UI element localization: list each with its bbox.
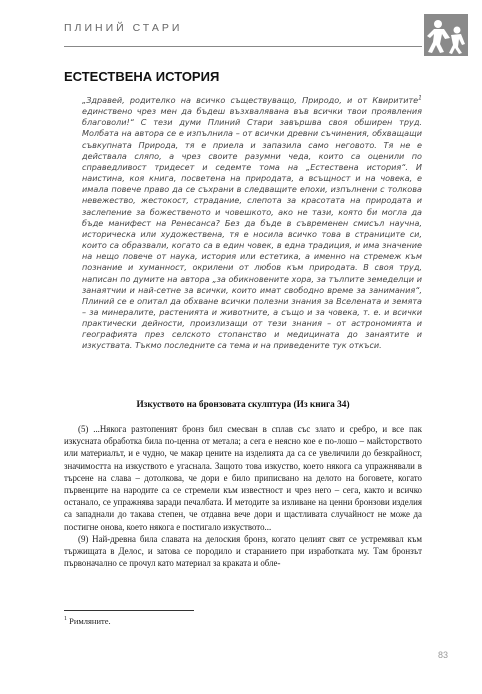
footnote-divider <box>64 610 194 611</box>
body-paragraph: (5) ...Някога разтопеният бронз бил смесван в сплав със злато и сребро, и все пак изкусната обработка била по-ценна от метала; а сега е неясно кое е по-лошо – майсторството или материалът, и е чудно, че макар цените на изделията да са се увеличили до безкрайност, значимостта на изкуството е угаснала. Защото това изкуство, което някога са упражнявали в търсене на слава – дотолкова, че дори е било приписвано на делото на боговете, когато първенците на народите са се стремели към известност и чрез него – сега, както и всичко останало, се упражнява заради печалбата. И методите за изливане на ценни бронзови изделия са западнали до такава степен, че отдавна вече дори и щастливата случайност не може да постигне онова, което някога е постигало изкуството... <box>64 424 422 532</box>
footnote-text: Римляните. <box>67 616 111 626</box>
body-paragraph: (9) Най-древна била славата на делоския бронз, когато целият свят се устремявал към тържищата в Делос, и затова се породило и старанието при изработката му. Там бронзът първоначално се прочул като материал за краката и обле- <box>64 533 422 569</box>
figures-logo-icon <box>424 14 468 56</box>
page-number: 83 <box>438 650 449 660</box>
footnote-number: 1 <box>64 616 67 623</box>
body-text <box>64 423 422 569</box>
chapter-title: Изкуството на бронзовата скулптура (Из книга 34) <box>136 400 350 410</box>
series-title: ПЛИНИЙ СТАРИ <box>64 22 183 34</box>
intro-paragraph <box>82 95 422 352</box>
intro-text-rest: единствено чрез мен да бъдеш възхвалявана във всички твои проявления благоволи!“ С тези думи Плиний Стари завършва своя обширен труд. Молбата на автора се е изпълнила – от всички древни съчинения, обхващащи съвкупната Природа, тя е приела и запазила само неговото. Тя не е действала сляпо, а чрез своите разумни чеда, които са оценили по справедливост тридесет и седемте тома на „Естествена история“. И наистина, коя книга, посветена на природата, а всъщност и на човека, е имала повече право да се съхрани в следващите епохи, изпълнени с толкова невежество, жестокост, страдание, слепота за красотата на природата и заслепение за божественото и човешкото, ако не тази, която би могла да бъде манифест на Ренесанса? Без да бъде в съвременен смисъл научна, историческа или художествена, тя е носила всичко това в страниците си, които са образвали, когато са в един човек, в една традиция, и има значение на нещо повече от наука, история или естетика, а именно на стремеж към познание и хуманност, окрилени от любов към природата. В своя труд, написан по думите на автора „за обикновените хора, за тълпите земеделци и занаятчии и най-сетне за всички, които имат свободно време за занимания“, Плиний се е опитал да обхване всички полезни знания за Вселената и земята – за минералите, растенията и животните, а също и за човека, т. е. и всички практически дейности, произлизащи от тези знания – от астрономията и географията през селското стопанство и медицината до занаятите и изкуствата. Тъкмо последните са тема и на приведените тук откъси. <box>82 106 422 351</box>
header-rule <box>64 46 422 47</box>
intro-text-start: „Здравей, родителко на всичко съществуващо, Природо, и от Квиритите <box>82 95 419 105</box>
section-title: ЕСТЕСТВЕНА ИСТОРИЯ <box>64 69 220 84</box>
footnote <box>64 616 111 626</box>
footnote-marker: 1 <box>418 94 422 102</box>
